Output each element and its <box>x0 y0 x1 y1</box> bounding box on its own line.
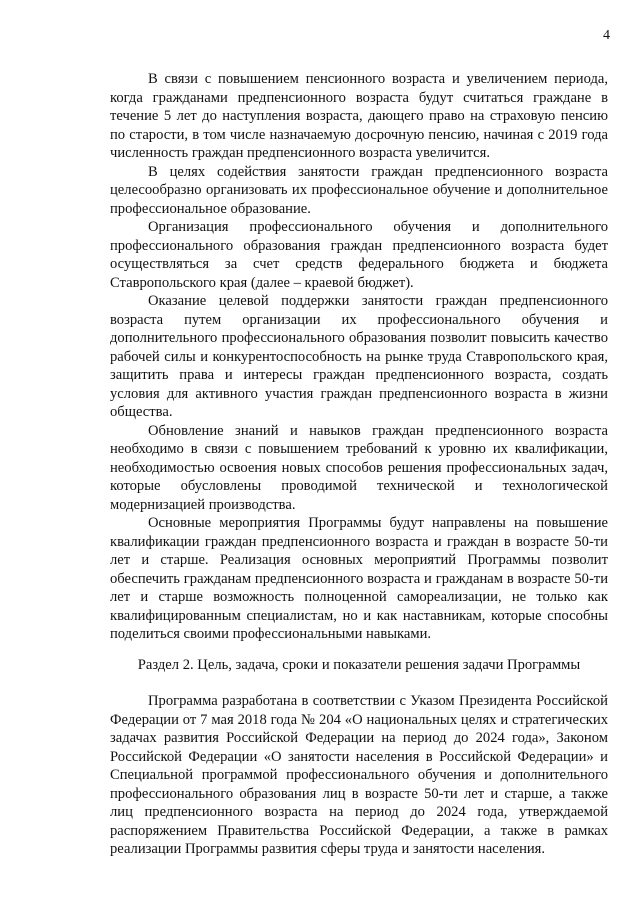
paragraph-employment-support: В целях содействия занятости граждан предпенсионного возраста целесообразно организовать их профессиональное обучение и дополнительное профессиональное образование. <box>110 163 608 217</box>
section-title: Раздел 2. Цель, задача, сроки и показатели решения задачи Программы <box>137 656 581 673</box>
paragraph-retirement-age: В связи с повышением пенсионного возраста и увеличением периода, когда гражданами предпенсионного возраста будут считаться граждане в течение 5 лет до наступления возраста, дающего право на страховую пенсию по старости, в том числе назначаемую досрочную пенсию, начиная с 2019 года численность граждан предпенсионного возраста увеличится. <box>110 71 608 161</box>
page-number: 4 <box>603 28 610 43</box>
paragraph-skills-update: Обновление знаний и навыков граждан предпенсионного возраста необходимо в связи с повышением требований к уровню их квалификации, необходимостью освоения новых способов решения профессиональных задач, которые обусловлены проводимой технической и технологической модернизацией производства. <box>110 422 608 513</box>
paragraph-funding: Организация профессионального обучения и дополнительного профессионального образования граждан предпенсионного возраста будет осуществляться за счет средств федерального бюджета и бюджета Ставропольского края (далее – краевой бюджет). <box>110 219 608 291</box>
paragraph-targeted-support: Оказание целевой поддержки занятости граждан предпенсионного возраста путем организации их профессионального обучения и дополнительного профессионального образования позволит повысить качество рабочей силы и конкурентоспособность на рынке труда Ставропольского края, защитить права и интересы граждан предпенсионного возраста, создать условия для активного участия граждан предпенсионного возраста в жизни общества. <box>110 293 608 420</box>
paragraph-program-basis: Программа разработана в соответствии с Указом Президента Российской Федерации от 7 мая 2018 года № 204 «О национальных целях и стратегических задачах развития Российской Федерации на период до 2024 года», Законом Российской Федерации «О занятости населения в Российской Федерации» и Специальной программой профессионального обучения и дополнительного профессионального образования лиц в возрасте 50-ти лет и старше, а также лиц предпенсионного возраста на период до 2024 года, утверждаемой распоряжением Правительства Российской Федерации, а также в рамках реализации Программы развития сферы труда и занятости населения. <box>110 693 608 857</box>
document-body <box>110 70 608 859</box>
paragraph-program-activities: Основные мероприятия Программы будут направлены на повышение квалификации граждан предпенсионного возраста и граждан в возрасте 50-ти лет и старше. Реализация основных мероприятий Программы позволит обеспечить гражданам предпенсионного возраста и гражданам в возрасте 50-ти лет и старше возможность полноценной самореализации, не только как квалифицированным специалистам, но и как наставникам, которые способны поделиться своими профессиональными навыками. <box>110 515 608 642</box>
